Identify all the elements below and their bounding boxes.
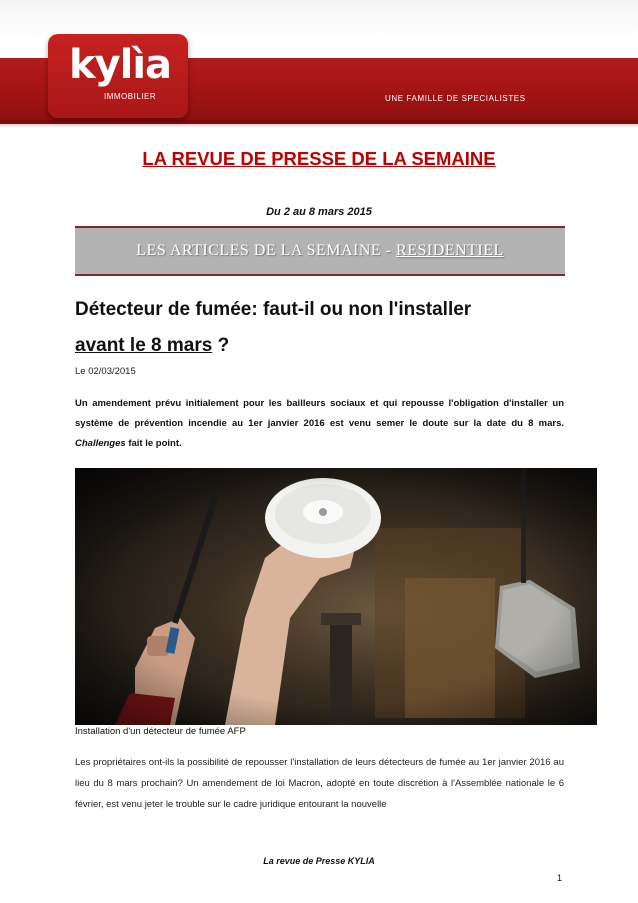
page-number: 1 — [557, 873, 563, 883]
logo-subtext: IMMOBILIER — [104, 92, 157, 101]
date-range: Du 2 au 8 mars 2015 — [266, 206, 372, 218]
band-shadow — [0, 120, 638, 128]
photo-caption: Installation d'un détecteur de fumée AFP — [75, 726, 246, 737]
header-banner — [0, 0, 638, 132]
article-title-line1: Détecteur de fumée: faut-il ou non l'installer — [75, 299, 472, 320]
lead-main: Un amendement prévu initialement pour les bailleurs sociaux et qui repousse l'obligation d'installer un système de prévention incendie au 1er janvier 2016 est venu semer le doute sur la date du 8 mars. — [75, 398, 564, 429]
article-title-end: ? — [217, 335, 230, 356]
photo-illustration — [75, 468, 597, 725]
article-title — [75, 292, 575, 364]
article-date: Le 02/03/2015 — [75, 366, 136, 377]
page-title: LA REVUE DE PRESSE DE LA SEMAINE — [142, 148, 496, 169]
lead-tail: fait le point. — [125, 438, 182, 449]
section-prefix: LES ARTICLES DE LA SEMAINE - — [136, 242, 397, 259]
article-body: Les propriétaires ont-ils la possibilité de repousser l'installation de leurs détecteurs de fumée au 1er janvier 2016 au lieu du 8 mars prochain? Un amendement de loi Macron, adopté en toute discrétion à l'Assemblée nationale le 6 février, est venu jeter le trouble sur le cadre juridique entourant la nouvelle — [75, 757, 564, 810]
smoke-detector-photo — [75, 468, 597, 725]
logo-text: kylìa — [68, 42, 172, 88]
section-header — [75, 226, 565, 276]
section-label — [136, 242, 503, 260]
lead-source: Challenges — [75, 438, 126, 449]
article-lead — [75, 394, 564, 454]
article-title-underlined: avant le 8 mars — [75, 335, 213, 356]
article-title-line2 — [75, 328, 575, 364]
section-category: RESIDENTIEL — [396, 242, 504, 259]
footer-label: La revue de Presse KYLIA — [263, 856, 375, 866]
tagline: UNE FAMILLE DE SPECIALISTES — [385, 94, 526, 103]
